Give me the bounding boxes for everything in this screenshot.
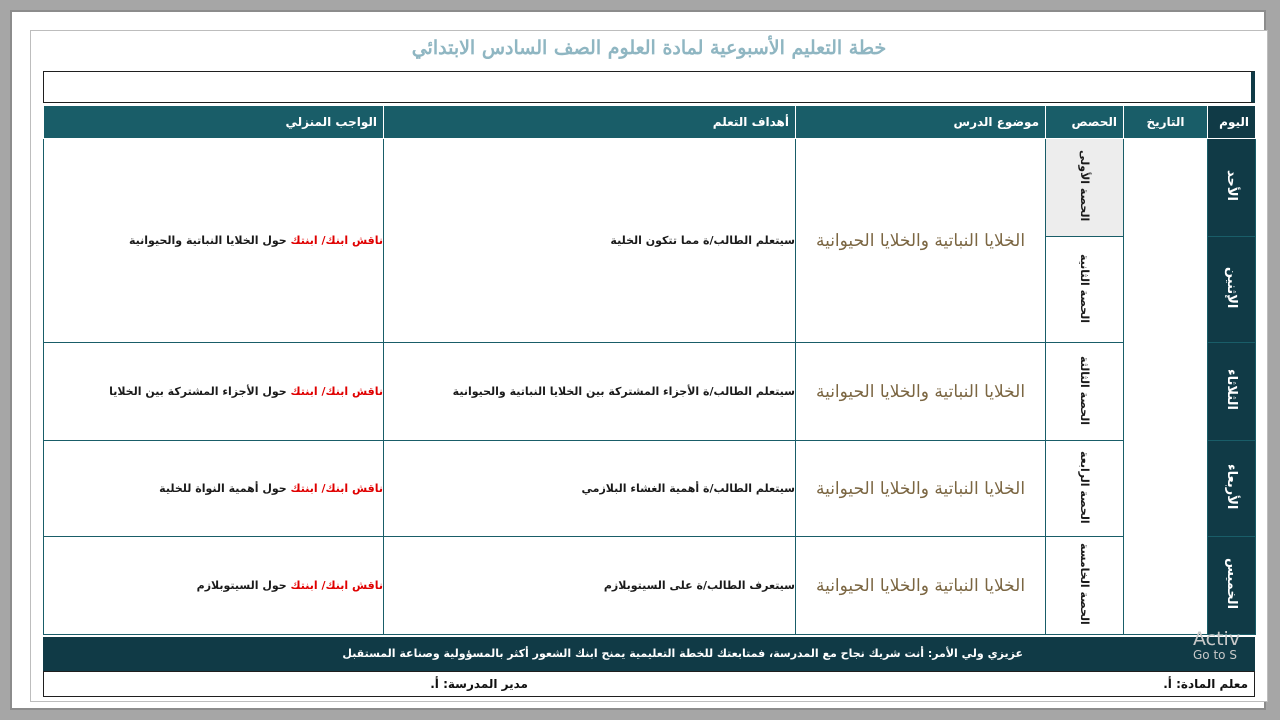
signature-row	[43, 671, 1255, 697]
teacher-signature: معلم المادة: أ.	[1163, 677, 1248, 691]
day-cell-thursday: الخميس	[1208, 537, 1256, 635]
homework-cell	[44, 139, 384, 343]
page-title: خطة التعليم الأسبوعية لمادة العلوم الصف السادس الابتدائي	[411, 37, 887, 59]
homework-highlight: ناقش ابنك/ ابنتك	[290, 385, 383, 398]
lesson-topic: الخلايا النباتية والخلايا الحيوانية	[796, 139, 1046, 343]
plan-sheet	[30, 30, 1268, 702]
period-cell: الحصة الثانية	[1046, 237, 1124, 343]
header-period: الحصص	[1046, 106, 1124, 139]
header-homework: الواجب المنزلي	[44, 106, 384, 139]
watermark-line2: Go to S	[1193, 648, 1237, 662]
day-cell-wednesday: الأربعاء	[1208, 441, 1256, 537]
principal-signature: مدير المدرسة: أ.	[430, 677, 528, 691]
parent-message: عزيزي ولي الأمر: أنت شريك نجاح مع المدرسة، فمتابعتك للخطة التعليمية يمنح ابنك الشعور أكثر بالمسؤولية وصناعة المستقبل	[43, 637, 1255, 671]
lesson-topic: الخلايا النباتية والخلايا الحيوانية	[796, 441, 1046, 537]
day-cell-tuesday: الثلاثاء	[1208, 343, 1256, 441]
homework-text: حول السيتوبلازم	[196, 579, 291, 592]
homework-highlight: ناقش ابنك/ ابنتك	[290, 234, 383, 247]
header-goals: أهداف التعلم	[384, 106, 796, 139]
lesson-topic: الخلايا النباتية والخلايا الحيوانية	[796, 537, 1046, 635]
table-row	[44, 343, 1256, 441]
table-header-row	[44, 106, 1256, 139]
header-date: التاريخ	[1124, 106, 1208, 139]
table-row	[44, 441, 1256, 537]
watermark-line1: Activ	[1193, 628, 1241, 650]
learning-goal: سيتعلم الطالب/ة مما تتكون الخلية	[384, 139, 796, 343]
date-cell[interactable]	[1124, 139, 1208, 635]
lesson-topic: الخلايا النباتية والخلايا الحيوانية	[796, 343, 1046, 441]
homework-cell	[44, 537, 384, 635]
period-cell: الحصة الخامسة	[1046, 537, 1124, 635]
period-cell: الحصة الأولى	[1046, 139, 1124, 237]
info-bar	[43, 71, 1255, 103]
learning-goal: سيتعلم الطالب/ة الأجزاء المشتركة بين الخلايا النباتية والحيوانية	[384, 343, 796, 441]
homework-text: حول الخلايا النباتية والحيوانية	[129, 234, 291, 247]
homework-cell	[44, 343, 384, 441]
activation-watermark	[1193, 628, 1240, 662]
learning-goal: سيتعلم الطالب/ة أهمية الغشاء البلازمي	[384, 441, 796, 537]
homework-cell	[44, 441, 384, 537]
period-cell: الحصة الرابعة	[1046, 441, 1124, 537]
table-row	[44, 139, 1256, 237]
table-row	[44, 537, 1256, 635]
homework-text: حول الأجزاء المشتركة بين الخلايا	[109, 385, 291, 398]
day-cell-sunday: الأحد	[1208, 139, 1256, 237]
learning-goal: سيتعرف الطالب/ة على السيتوبلازم	[384, 537, 796, 635]
header-topic: موضوع الدرس	[796, 106, 1046, 139]
homework-text: حول أهمية النواة للخلية	[159, 482, 291, 495]
homework-highlight: ناقش ابنك/ ابنتك	[290, 482, 383, 495]
page-frame	[10, 10, 1266, 710]
weekly-plan-table	[43, 105, 1256, 635]
homework-highlight: ناقش ابنك/ ابنتك	[290, 579, 383, 592]
period-cell: الحصة الثالثة	[1046, 343, 1124, 441]
day-cell-monday: الإثنين	[1208, 237, 1256, 343]
header-day: اليوم	[1208, 106, 1256, 139]
